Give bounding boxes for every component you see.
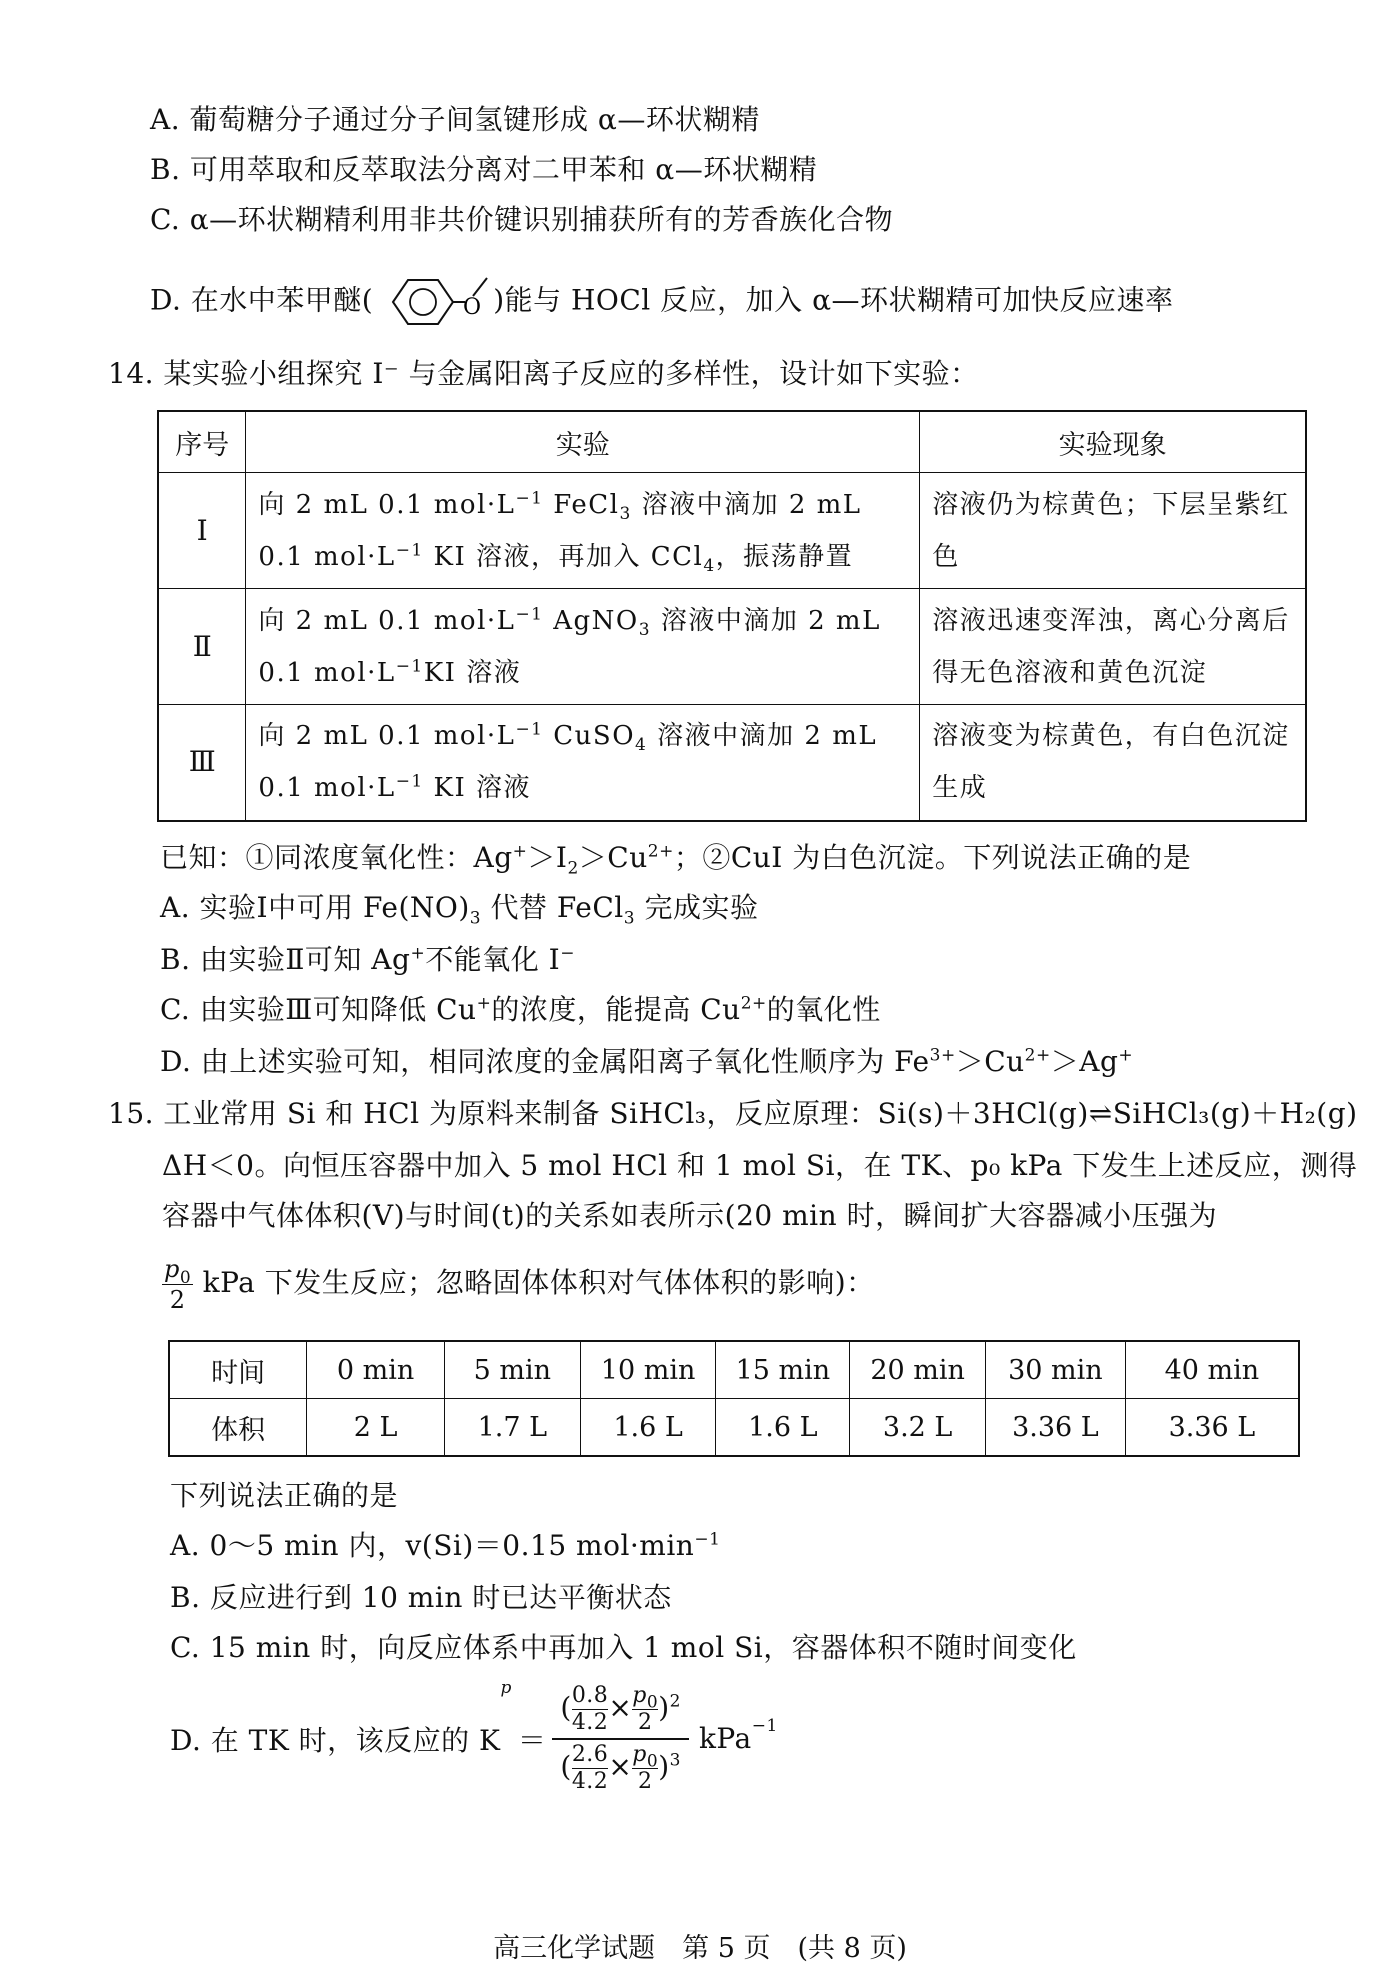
q14-option-c: C. 由实验Ⅲ可知降低 Cu+的浓度，能提高 $Cu^{2+}$的氧化性 — [160, 993, 881, 1026]
q14-option-a-text: A. 实验Ⅰ中可用 Fe(NO — [160, 891, 459, 924]
table-cell-observation: 溶液变为棕黄色，有白色沉淀生成 — [920, 705, 1306, 821]
q15-stem-line-4 — [162, 1254, 875, 1315]
q15-option-c: C. 15 min 时，向反应体系中再加入 1 mol Si，容器体积不随时间变化 — [170, 1631, 1077, 1664]
q14-option-d-text: D. 由上述实验可知，相同浓度的金属阳离子氧化性顺序为 Fe — [160, 1045, 930, 1078]
q13-option-b: B. 可用萃取和反萃取法分离对二甲苯和 α—环状糊精 — [150, 153, 818, 186]
q14-option-a-text-3: 完成实验 — [635, 891, 759, 924]
table-cell-observation: 溶液迅速变浑浊，离心分离后得无色溶液和黄色沉淀 — [920, 589, 1306, 705]
table-cell-num: Ⅱ — [158, 589, 246, 705]
kp-unit: kPa — [698, 1722, 752, 1755]
q14-stem: 14. 某实验小组探究 I⁻ 与金属阳离子反应的多样性，设计如下实验： — [108, 357, 979, 390]
table-cell: 体积 — [169, 1399, 307, 1457]
q14-experiment-table — [157, 410, 1307, 822]
table-cell: 3.36 L — [1125, 1399, 1299, 1457]
q14-option-b-text-2: 不能氧化 I — [425, 943, 561, 976]
q14-option-b: B. 由实验Ⅱ可知 Ag+不能氧化 I− — [160, 943, 575, 976]
q15-stem-line-1: 15. 工业常用 Si 和 HCl 为原料来制备 SiHCl₃，反应原理：Si(s)＋3HCl(g)⇌SiHCl₃(g)＋H₂(g) — [108, 1097, 1358, 1130]
q15-option-d: D. 在 TK 时，该反应的 K p ＝ ( $\frac{0.8}{4.2}$ × $\frac{p_0}{2}$ )$^2$ ( $\frac{2.6}{4.2}$ × $\frac{p_0}{2}$ )$^3$ kPa −1 — [170, 1680, 778, 1797]
table-cell-experiment: 向 2 mL 0.1 $mol\cdot L^{-1}$ FeCl$_3$ 溶液中滴加 2 mL 0.1 $mol\cdot L^{-1}$ KI 溶液，再加入 CCl$_4$，振荡静置 — [246, 473, 920, 589]
table-cell-experiment: 向 2 mL 0.1 $mol\cdot L^{-1}$ CuSO$_4$ 溶液中滴加 2 mL 0.1 $mol\cdot L^{-1}$ KI 溶液 — [246, 705, 920, 821]
q14-option-b-text: B. 由实验Ⅱ可知 Ag — [160, 943, 411, 976]
anisole-structure-icon — [373, 272, 493, 332]
table-cell-experiment: 向 2 mL 0.1 $mol\cdot L^{-1}$ AgNO$_3$ 溶液中滴加 2 mL 0.1 $mol\cdot L^{-1}KI$ 溶液 — [246, 589, 920, 705]
q15-option-a-text: A. 0～5 min 内，v(Si)＝0.15 mol·min — [170, 1529, 695, 1562]
q13-option-d — [150, 272, 1173, 332]
q14-option-a-text-2: 代替 FeCl — [481, 891, 624, 924]
table-cell: 1.6 L — [580, 1399, 716, 1457]
q15-stem-line-2: ΔH＜0。向恒压容器中加入 5 mol HCl 和 1 mol Si，在 TK、p₀ kPa 下发生上述反应，测得 — [162, 1149, 1358, 1182]
table-cell: 20 min — [850, 1341, 986, 1399]
q14-option-c-text: C. 由实验Ⅲ可知降低 Cu — [160, 993, 477, 1026]
table-cell: 1.7 L — [444, 1399, 580, 1457]
svg-text:O: O — [463, 295, 482, 320]
table-cell: 2 L — [307, 1399, 445, 1457]
q15-option-b: B. 反应进行到 10 min 时已达平衡状态 — [170, 1581, 672, 1614]
table-cell: 5 min — [444, 1341, 580, 1399]
table-cell-observation: 溶液仍为棕黄色；下层呈紫红色 — [920, 473, 1306, 589]
kp-fraction: ( $\frac{0.8}{4.2}$ × $\frac{p_0}{2}$ )$^2$ ( $\frac{2.6}{4.2}$ × $\frac{p_0}{2}$ )$^3$ — [552, 1681, 689, 1797]
q14-option-a: A. 实验Ⅰ中可用 $Fe(NO)_3$ 代替 FeCl$_3$ 完成实验 — [160, 891, 759, 929]
q14-known-text-2: ②CuI 为白色沉淀。下列说法正确的是 — [702, 841, 1192, 874]
q14-option-d: D. 由上述实验可知，相同浓度的金属阳离子氧化性顺序为 $Fe^{3+}>Cu^{2+}>Ag^+$ — [160, 1045, 1134, 1078]
q15-ask: 下列说法正确的是 — [170, 1479, 399, 1512]
table-cell: 时间 — [169, 1341, 307, 1399]
table-cell: 30 min — [986, 1341, 1126, 1399]
table-header: 实验 — [246, 411, 920, 473]
table-header: 实验现象 — [920, 411, 1306, 473]
table-header: 序号 — [158, 411, 246, 473]
page-footer: 高三化学试题 第 5 页 (共 8 页) — [493, 1933, 907, 1964]
q14-known-text: 已知：①同浓度氧化性：Ag — [160, 841, 513, 874]
table-cell: 15 min — [716, 1341, 850, 1399]
table-cell-num: Ⅲ — [158, 705, 246, 821]
table-cell: 3.36 L — [986, 1399, 1126, 1457]
q14-known: 已知：①同浓度氧化性：$Ag^+>I_2>Cu^{2+}$；②CuI 为白色沉淀。下列说法正确的是 — [160, 841, 1192, 879]
table-cell: 0 min — [307, 1341, 445, 1399]
q15-option-d-text: D. 在 TK 时，该反应的 K — [170, 1723, 501, 1757]
q13-option-a: A. 葡萄糖分子通过分子间氢键形成 α—环状糊精 — [150, 103, 760, 136]
table-cell: 3.2 L — [850, 1399, 986, 1457]
q13-option-d-text: D. 在水中苯甲醚( — [150, 283, 374, 317]
q15-stem-line-3: 容器中气体体积(V)与时间(t)的关系如表所示(20 min 时，瞬间扩大容器减小压强为 — [162, 1199, 1218, 1232]
q14-option-c-text-2: 的浓度，能提高 Cu — [491, 993, 741, 1026]
p0-over-2-fraction: $\frac{p_0}{2}$ — [164, 1255, 192, 1314]
table-cell: 10 min — [580, 1341, 716, 1399]
table-cell-num: Ⅰ — [158, 473, 246, 589]
table-cell: 1.6 L — [716, 1399, 850, 1457]
q13-option-c: C. α—环状糊精利用非共价键识别捕获所有的芳香族化合物 — [150, 203, 894, 236]
q15-option-a: A. 0～5 min 内，v(Si)＝0.15 $mol\cdot\min^{-1}$ — [170, 1529, 721, 1562]
q13-option-d-text-2: )能与 HOCl 反应，加入 α—环状糊精可加快反应速率 — [493, 283, 1174, 317]
q15-volume-table — [168, 1340, 1300, 1457]
q15-stem-line-4-text: kPa 下发生反应；忽略固体体积对气体体积的影响)： — [202, 1266, 875, 1299]
table-cell: 40 min — [1125, 1341, 1299, 1399]
q14-option-c-text-3: 的氧化性 — [766, 993, 881, 1026]
